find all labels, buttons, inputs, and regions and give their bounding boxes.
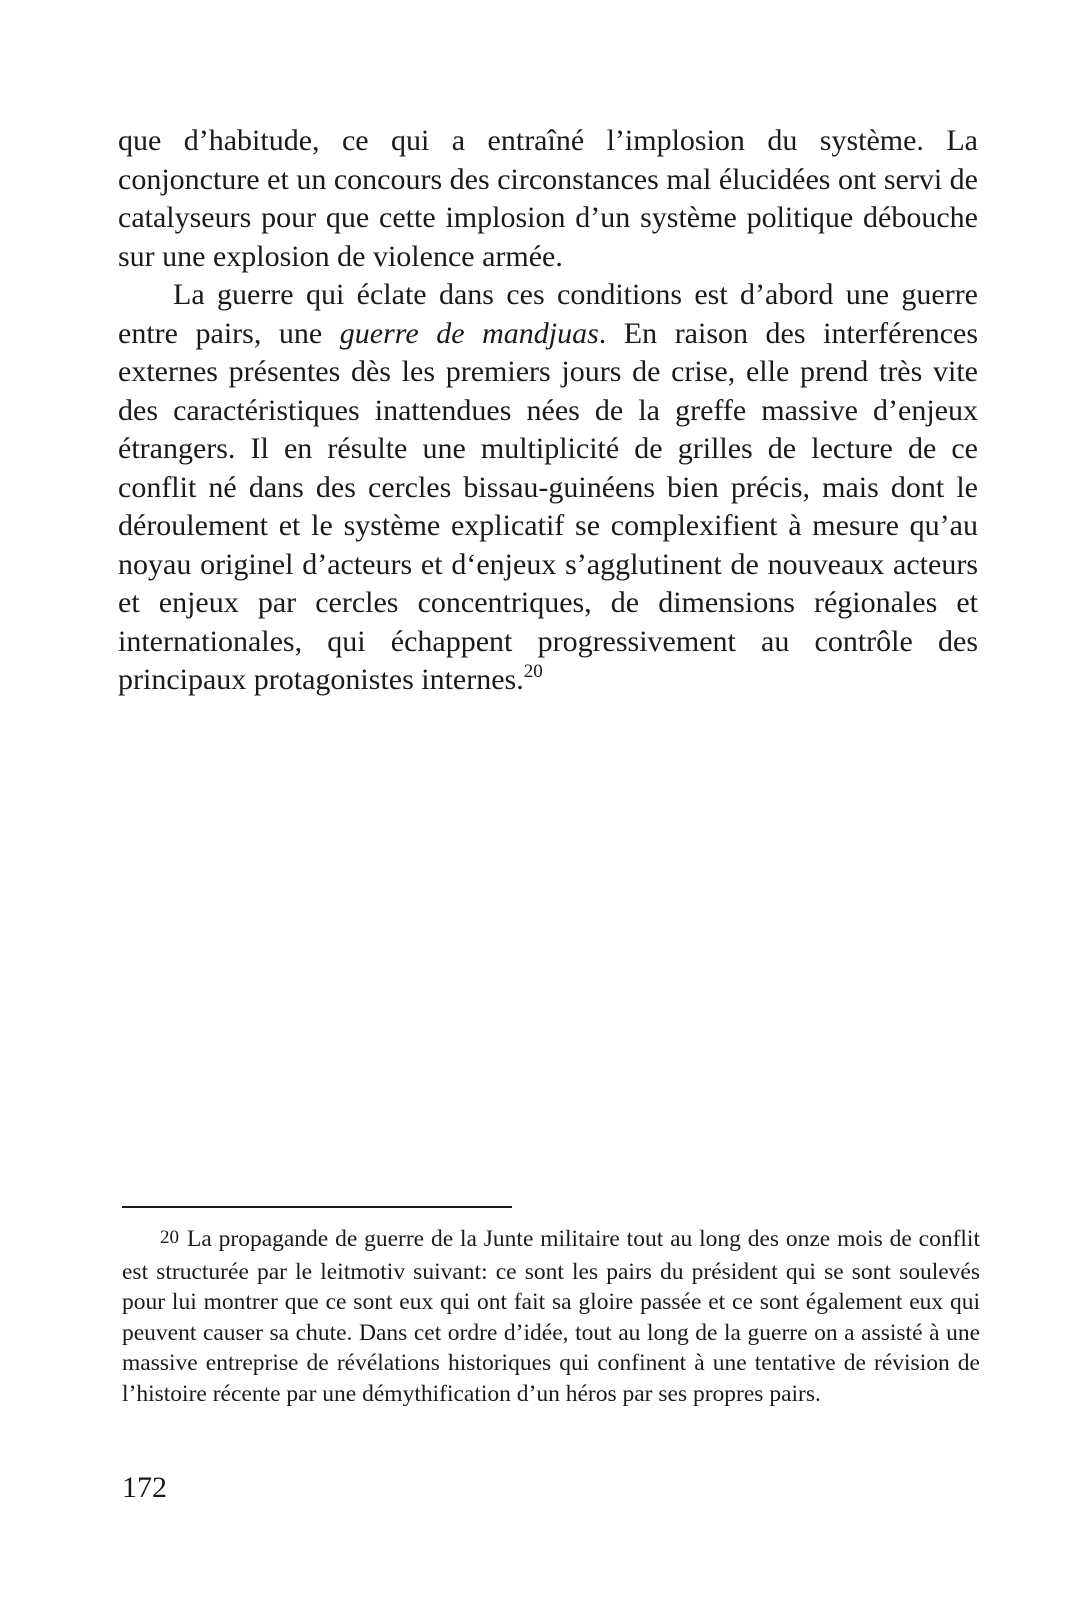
footnote-text: La propagande de guerre de la Junte militaire tout au long des onze mois de conflit est structurée par le leitmotiv suivant: ce sont les pairs du président qui se sont soulevés pour lui montrer que ce sont eux qui ont fait sa gloire passée et ce sont également eux qui peuvent causer sa chute. Dans cet ordre d’idée, tout au long de la guerre on a assisté à une massive entreprise de révélations historiques qui confinent à une tentative de révision de l’histoire récente par une démythification d’un héros par ses propres pairs. <box>122 1226 980 1407</box>
footnote <box>122 1224 980 1409</box>
page-number: 172 <box>122 1471 167 1504</box>
italic-term: guerre de mandjuas <box>339 316 599 350</box>
paragraph-2 <box>118 276 978 700</box>
paragraph-2-rest: . En raison des interférences externes présentes dès les premiers jours de crise, elle prend très vite des caractéristiques inattendues nées de la greffe massive d’enjeux étrangers. Il en résulte une multiplicité de grilles de lecture de ce conflit né dans des cercles bissau-guinéens bien précis, mais dont le déroulement et le système explicatif se complexifient à mesure qu’au noyau originel d’acteurs et d‘enjeux s’agglutinent de nouveaux acteurs et enjeux par cercles concentriques, de dimensions régionales et internationales, qui échappent progressivement au contrôle des principaux protagonistes internes. <box>118 316 979 696</box>
footnote-number: 20 <box>160 1227 179 1248</box>
paragraph-2-start: La guerre qui éclate dans ces conditions est d’abord une guerre entre pairs, une <box>118 278 978 350</box>
footnote-reference: 20 <box>523 661 543 682</box>
paragraph-1: que d’habitude, ce qui a entraîné l’implosion du système. La conjoncture et un concours des circonstances mal élucidées ont servi de catalyseurs pour que cette implosion d’un système politique débouche sur une explosion de violence armée. <box>118 124 978 273</box>
footnote-separator <box>122 1206 512 1208</box>
main-text <box>118 122 978 700</box>
